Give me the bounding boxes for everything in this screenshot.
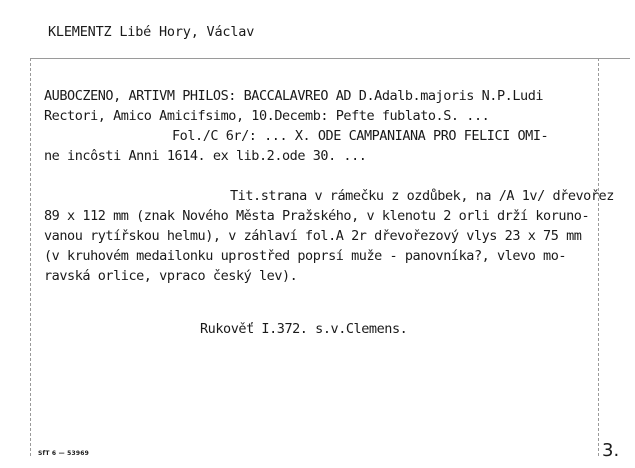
- card-heading: KLEMENTZ Libé Hory, Václav: [48, 24, 255, 40]
- text-line: AUBOCZENO, ARTIVM PHILOS: BACCALAVREO AD D.Adalb.majoris N.P.Ludi: [44, 88, 544, 104]
- page-number: 3.: [602, 440, 620, 461]
- text-line: ne incôsti Anni 1614. ex lib.2.ode 30. ...: [44, 148, 367, 164]
- text-line: Fol./C 6r/: ... X. ODE CAMPANIANA PRO FELICI OMI-: [172, 128, 549, 144]
- card-right-rule: [598, 58, 599, 456]
- text-line: (v kruhovém medailonku uprostřed poprsí muže - panovníka?, vlevo mo-: [44, 248, 567, 264]
- card-left-rule: [30, 58, 31, 456]
- text-line: ravská orlice, vpraco český lev).: [44, 268, 298, 284]
- text-line: 89 x 112 mm (znak Nového Města Pražského, v klenotu 2 orli drží koruno-: [44, 208, 590, 224]
- bibliographic-reference: Rukověť I.372. s.v.Clemens.: [200, 321, 408, 337]
- text-line: Tit.strana v rámečku z ozdůbek, na /A 1v/ dřevořez: [230, 188, 614, 204]
- text-line: vanou rytířskou helmu), v záhlaví fol.A 2r dřevořezový vlys 23 x 75 mm: [44, 228, 582, 244]
- text-line: Rectori, Amico Amicifsimo, 10.Decemb: Pefte fublato.S. ...: [44, 108, 490, 124]
- card-footer-code: SfT 6 — 53969: [38, 450, 89, 457]
- card-top-rule: [30, 58, 630, 59]
